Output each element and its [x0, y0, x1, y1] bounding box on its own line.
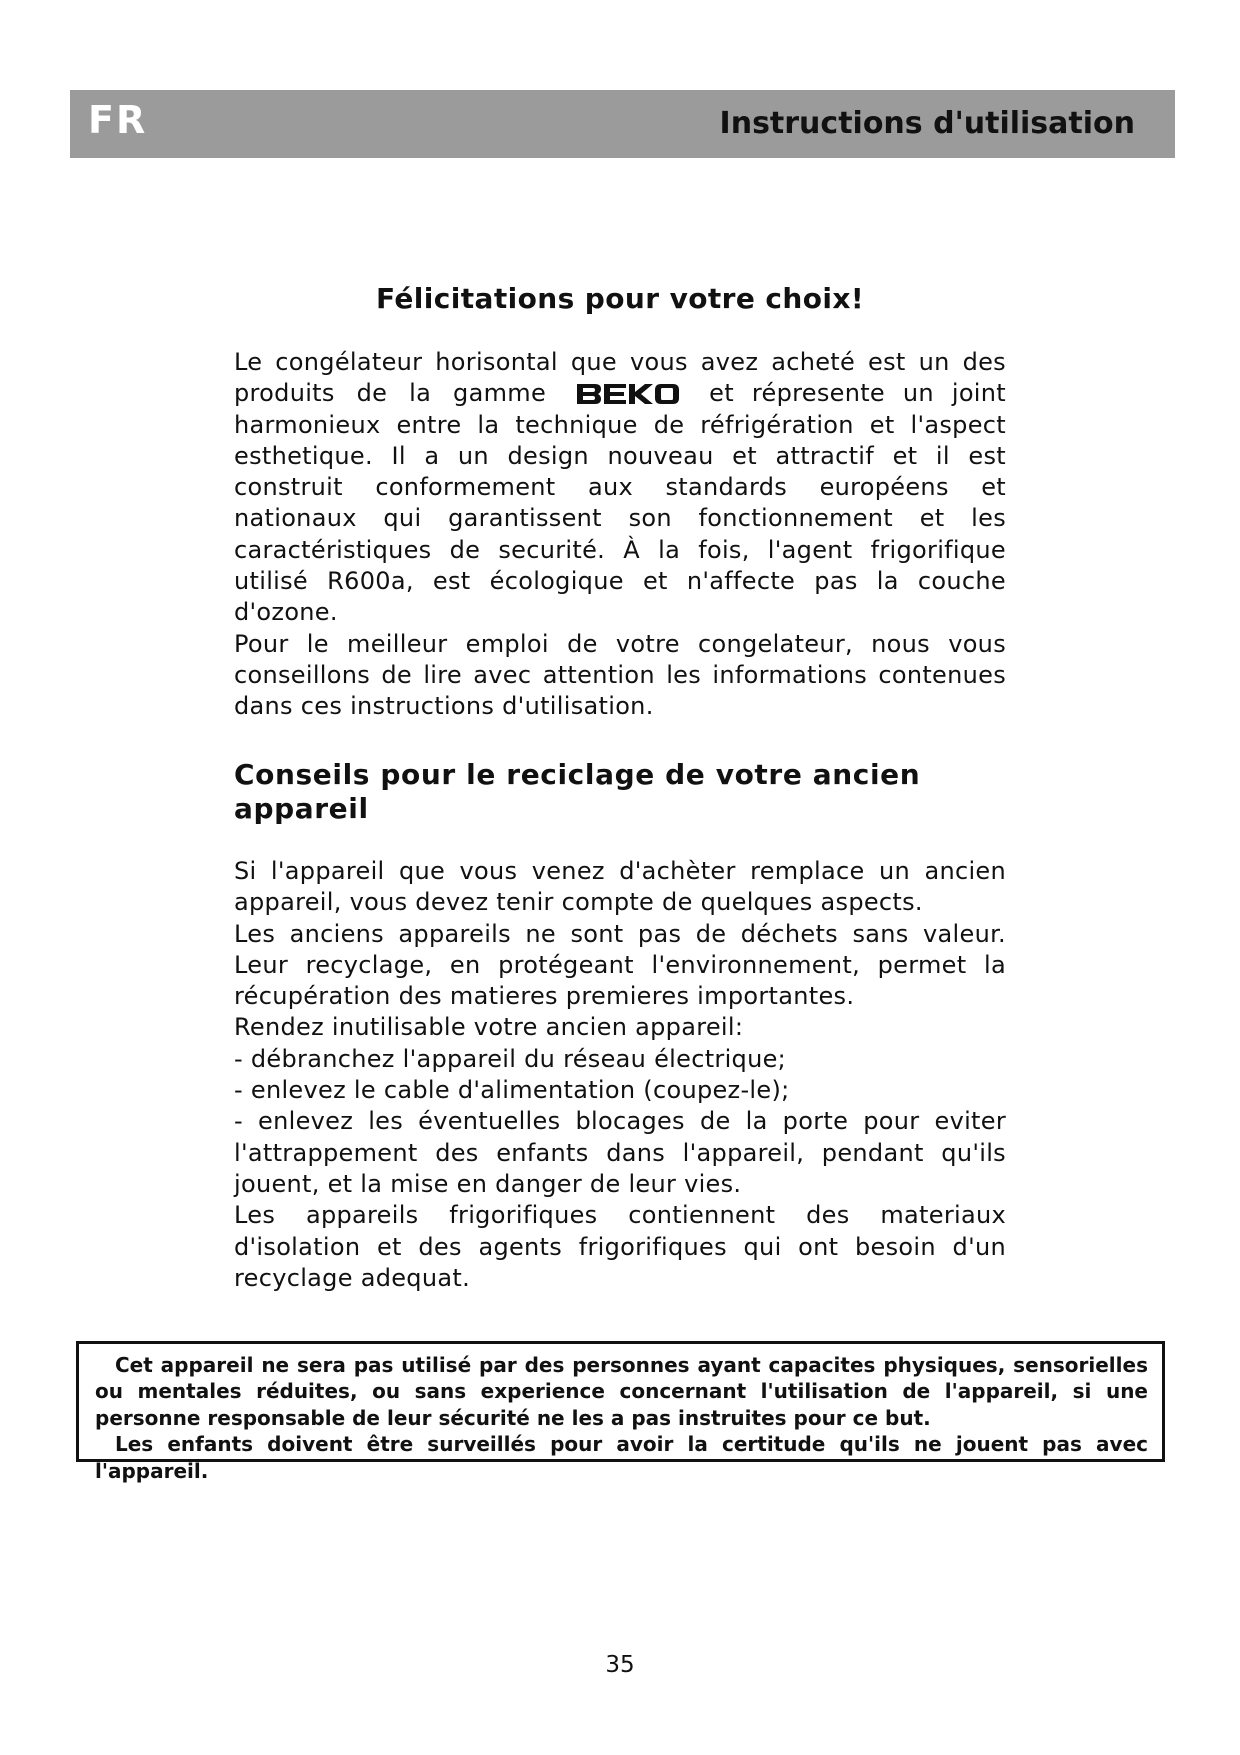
intro-line-1: Le congélateur horisontal que vous avez acheté est un des [234, 348, 1006, 376]
recycling-paragraph-3: Rendez inutilisable votre ancien appareil: [234, 1013, 744, 1042]
recycling-heading: Conseils pour le reciclage de votre ancien appareil [234, 758, 921, 825]
safety-notice-paragraph-2: Les enfants doivent être surveillés pour avoir la certitude qu'ils ne jouent pas avec l'appareil. [95, 1432, 1148, 1483]
recycling-paragraph-1: Si l'appareil que vous venez d'achèter remplace un ancien appareil, vous devez tenir compte de quelques aspects. [234, 857, 1006, 917]
intro-line-2-end: et répresente un joint [709, 379, 1006, 408]
safety-notice-paragraph-1: Cet appareil ne sera pas utilisé par des personnes ayant capacites physiques, sensorielles ou mentales réduites, ou sans experience concernant l'utilisation de l'appareil, si une personne responsable de leur sécurité ne les a pas instruites pour ce but. [95, 1353, 1148, 1430]
recycling-step: - enlevez le cable d'alimentation (coupez-le); [234, 1076, 790, 1105]
intro-paragraph-1: harmonieux entre la technique de réfrigération et l'aspect esthetique. Il a un design nouveau et attractif et il est construit conformement aux standards européens et nationaux qui garantissent son fonctionnement et les caractéristiques de securité. À la fois, l'agent frigorifique utilisé R600a, est écologique et n'affecte pas la couche d'ozone. [234, 410, 1006, 627]
intro-line-2 [234, 378, 1006, 409]
header-bar [70, 90, 1175, 158]
intro-text [234, 347, 1006, 723]
recycling-paragraph-2: Les anciens appareils ne sont pas de déchets sans valeur. Leur recyclage, en protégeant l'environnement, permet la récupération des matieres premieres importantes. [234, 919, 1006, 1011]
intro-heading: Félicitations pour votre choix! [375, 282, 864, 315]
beko-logo [575, 383, 681, 405]
intro-line-2-start: produits de la gamme [234, 379, 547, 408]
document-title: Instructions d'utilisation [719, 106, 1135, 141]
intro-paragraph-2: Pour le meilleur emploi de votre congelateur, nous vous conseillons de lire avec attention les informations contenues dans ces instructions d'utilisation. [234, 629, 1006, 721]
recycling-step: - enlevez les éventuelles blocages de la porte pour eviter l'attrappement des enfants dans l'appareil, pendant qu'ils jouent, et la mise en danger de leur vies. [234, 1107, 1006, 1198]
recycling-step: - débranchez l'appareil du réseau électrique; [234, 1044, 787, 1073]
language-code: FR [88, 98, 148, 142]
recycling-text [234, 856, 1006, 1294]
page-number: 35 [605, 1652, 635, 1678]
safety-notice-box [76, 1341, 1165, 1483]
recycling-paragraph-4: Les appareils frigorifiques contiennent des materiaux d'isolation et des agents frigorifiques qui ont besoin d'un recyclage adequat. [234, 1201, 1006, 1292]
